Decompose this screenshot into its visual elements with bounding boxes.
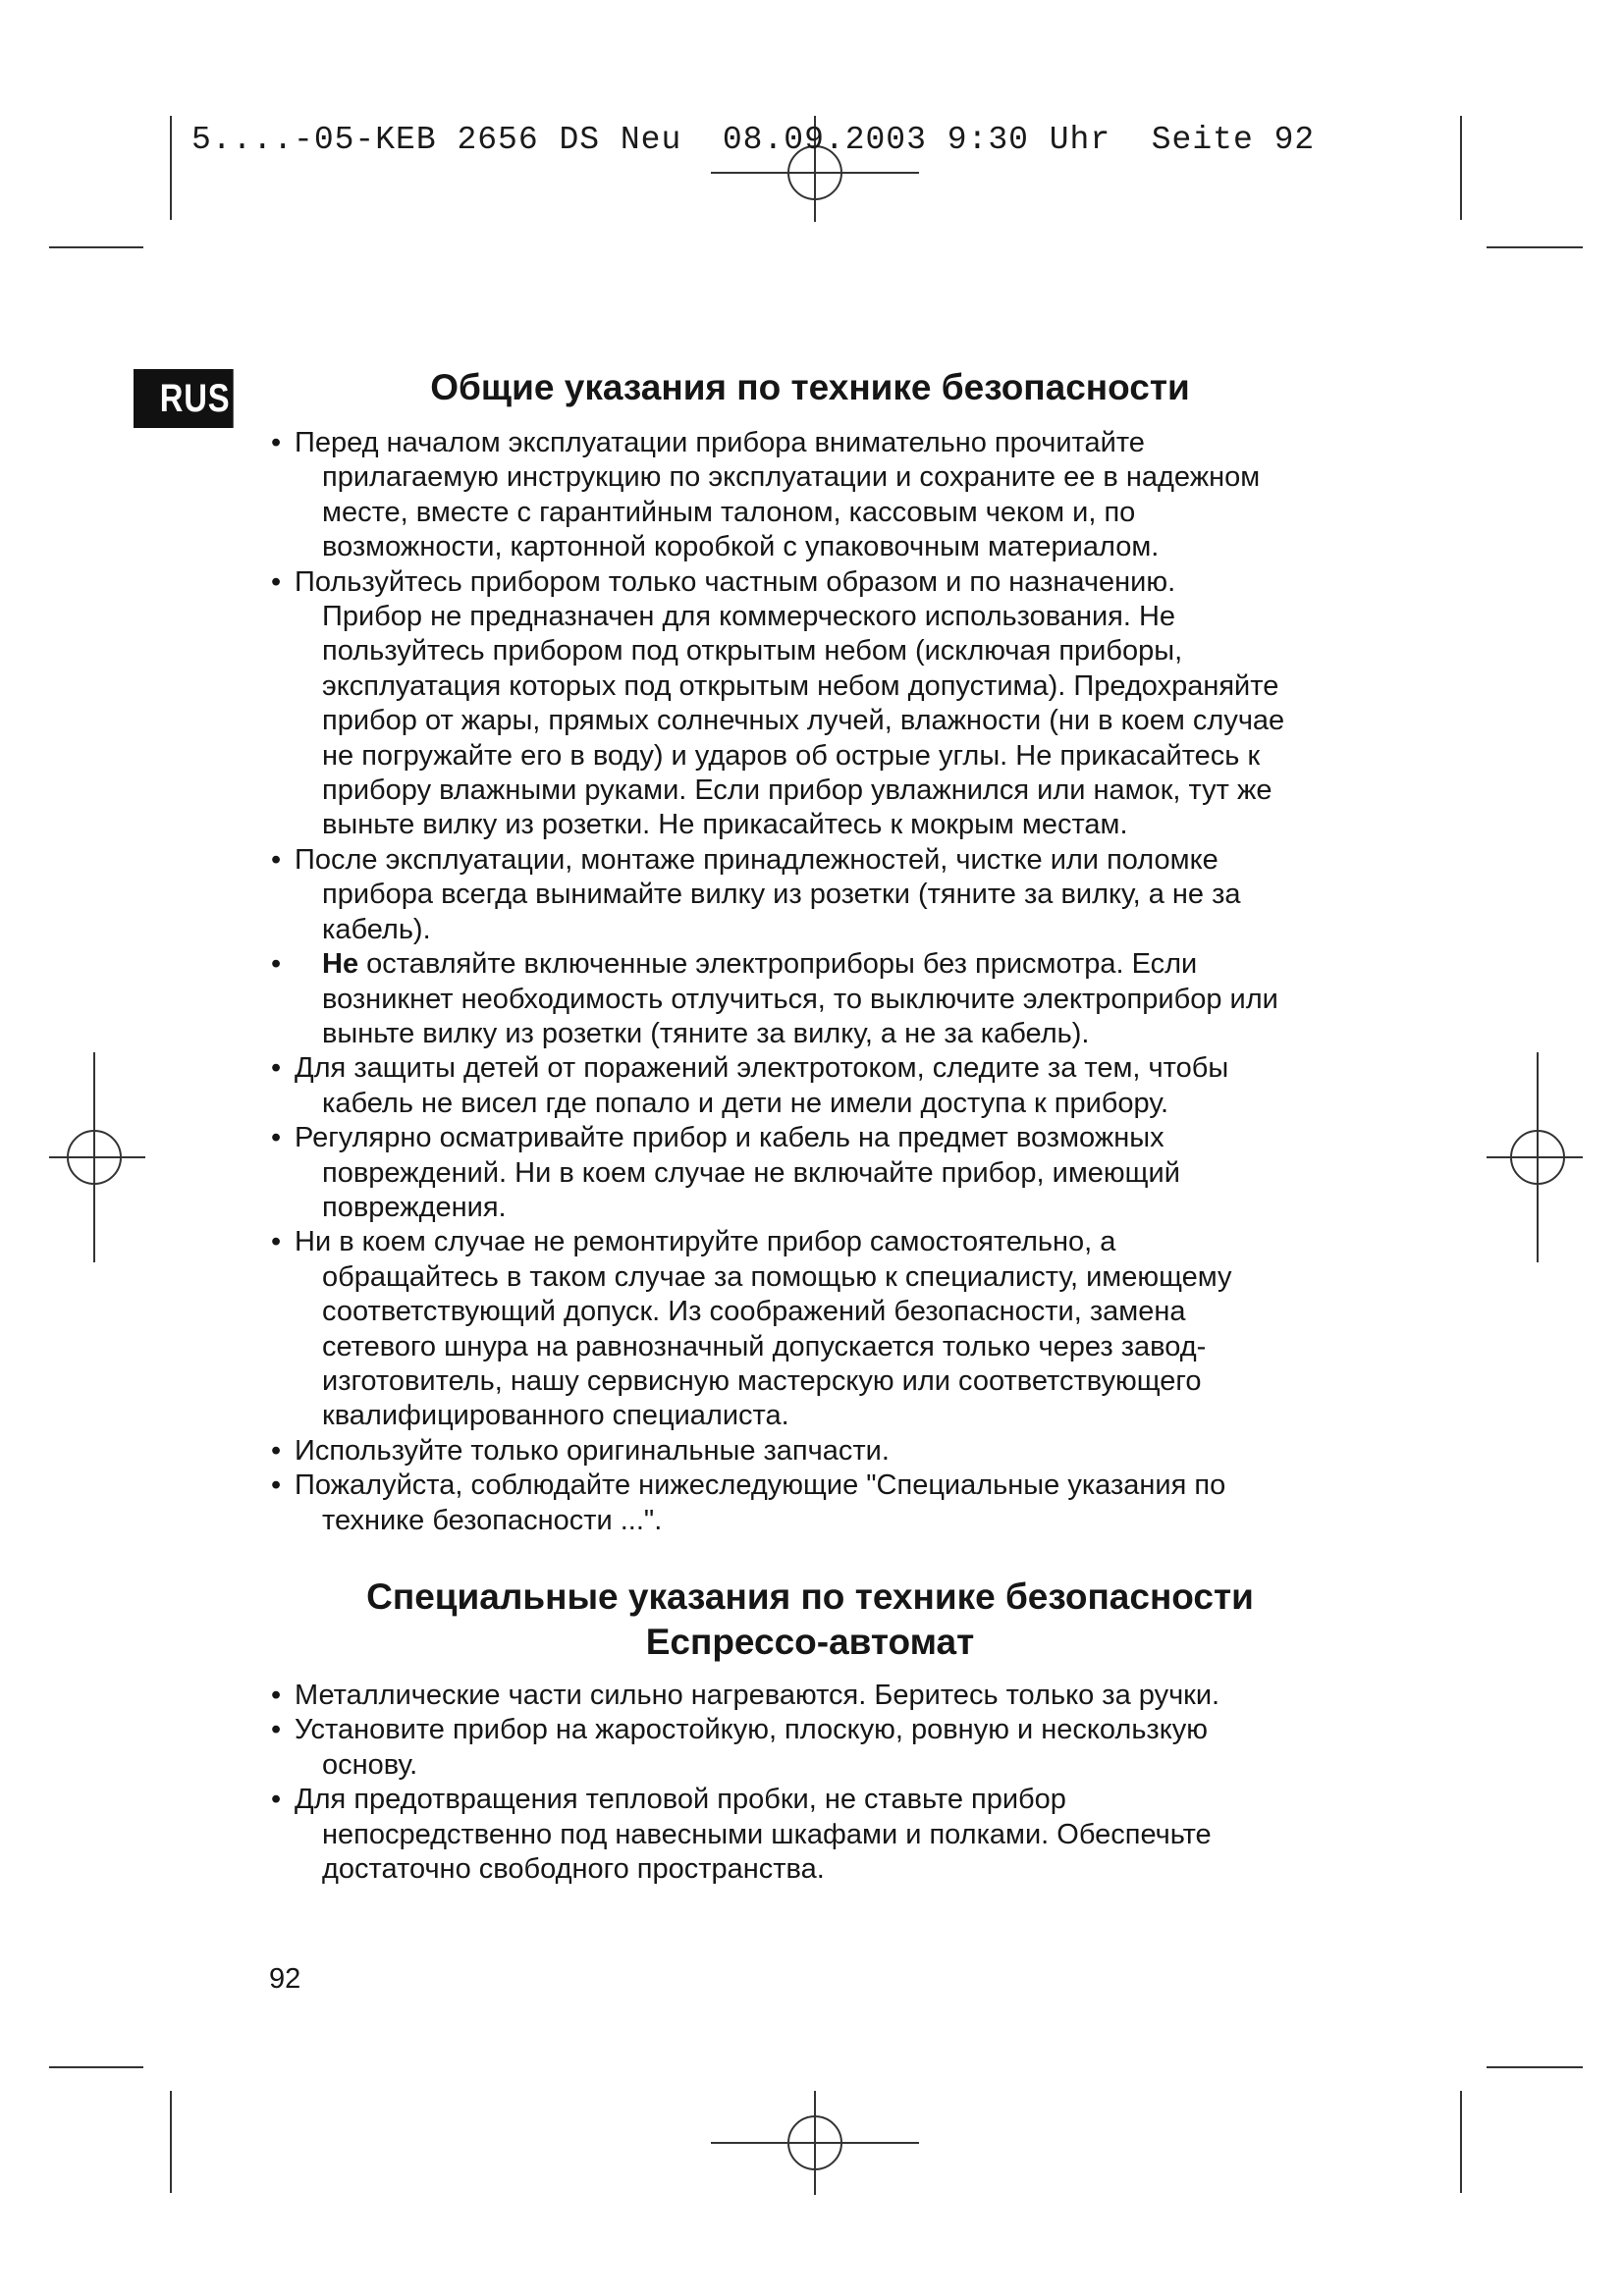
list-item [265, 1468, 1370, 1538]
item-line: не погружайте его в воду) и ударов об острые углы. Не прикасайтесь к [322, 739, 1261, 772]
item-line: повреждений. Ни в коем случае не включайте прибор, имеющий [322, 1156, 1180, 1189]
bullet-icon: • [271, 843, 282, 876]
bullet-icon: • [271, 1226, 282, 1258]
item-first-line: Ни в коем случае не ремонтируйте прибор самостоятельно, а [295, 1226, 1116, 1258]
list-item [265, 1679, 1370, 1713]
list-item [265, 1225, 1370, 1433]
item-line: прибор от жары, прямых солнечных лучей, влажности (ни в коем случае [322, 705, 1285, 737]
item-line: кабель). [322, 913, 431, 945]
item-line: выньте вилку из розетки. Не прикасайтесь к мокрым местам. [322, 809, 1128, 841]
page-number: 92 [269, 1963, 301, 1995]
item-first-line: Для предотвращения тепловой пробки, не ставьте прибор [295, 1784, 1066, 1816]
item-line: повреждения. [322, 1191, 507, 1223]
print-slugline: 5....-05-KEB 2656 DS Neu 08.09.2003 9:30 Uhr Seite 92 [191, 122, 1316, 158]
bullet-icon: • [271, 565, 282, 598]
section-title-line: Специальные указания по технике безопасности [366, 1576, 1254, 1617]
item-line: соответствующий допуск. Из соображений безопасности, замена [322, 1296, 1186, 1328]
general-safety-list [265, 426, 1370, 1538]
item-line: достаточно свободного пространства. [322, 1853, 825, 1886]
item-line: Прибор не предназначен для коммерческого использования. Не [322, 601, 1176, 633]
bullet-icon: • [271, 1434, 282, 1467]
section-title-general-safety: Общие указания по технике безопасности [430, 367, 1190, 407]
item-first-line: Установите прибор на жаростойкую, плоскую, ровную и нескользкую [295, 1714, 1208, 1746]
registration-mark-bottom [711, 2091, 919, 2195]
bullet-icon: • [271, 427, 282, 458]
item-line: основу. [322, 1748, 418, 1781]
special-safety-list [265, 1679, 1370, 1887]
item-line: кабель не висел где попало и дети не имели доступа к прибору. [322, 1087, 1168, 1119]
item-line: изготовитель, нашу сервисную мастерскую или соответствующего [322, 1364, 1202, 1397]
list-item [265, 1713, 1370, 1783]
item-line: месте, вместе с гарантийным талоном, кассовым чеком и, по [322, 496, 1136, 528]
bullet-icon: • [271, 1052, 282, 1085]
item-first-line: Перед началом эксплуатации прибора внимательно прочитайте [295, 427, 1145, 458]
list-item [265, 1051, 1370, 1121]
bullet-icon: • [271, 1469, 282, 1502]
item-line: прибора всегда вынимайте вилку из розетки (тяните за вилку, а не за [322, 879, 1241, 911]
item-line: квалифицированного специалиста. [322, 1400, 789, 1432]
bullet-icon: • [271, 948, 282, 981]
list-item [265, 426, 1370, 565]
item-first-line: Пользуйтесь прибором только частным образом и по назначению. [295, 565, 1176, 598]
language-tab: RUS [134, 369, 234, 428]
item-line: прилагаемую инструкцию по эксплуатации и сохраните ее в надежном [322, 461, 1261, 494]
item-first-line: Для защиты детей от поражений электротоком, следите за тем, чтобы [295, 1052, 1229, 1085]
item-line: возможности, картонной коробкой с упаковочным материалом. [322, 531, 1160, 563]
item-line: обращайтесь в таком случае за помощью к специалисту, имеющему [322, 1260, 1232, 1293]
item-line: выньте вилку из розетки (тяните за вилку, а не за кабель). [322, 1017, 1090, 1049]
list-item [265, 843, 1370, 947]
list-item [265, 947, 1370, 1051]
section-subtitle: Еспрессо-автомат [645, 1622, 975, 1662]
item-line: возникнет необходимость отлучиться, то выключите электроприбор или [322, 983, 1278, 1015]
item-line: прибору влажными руками. Если прибор увлажнился или намок, тут же [322, 774, 1272, 807]
bullet-icon: • [271, 1122, 282, 1154]
list-item [265, 565, 1370, 843]
item-line: непосредственно под навесными шкафами и полками. Обеспечьте [322, 1818, 1212, 1850]
item-first-line: оставляйте включенные электроприборы без присмотра. Если [358, 948, 1198, 981]
emphasis-word: Не [322, 948, 359, 981]
item-line: сетевого шнура на равнозначный допускается только через завод- [322, 1330, 1207, 1362]
item-first-line: После эксплуатации, монтаже принадлежностей, чистке или поломке [295, 843, 1218, 876]
bullet-icon: • [271, 1680, 282, 1711]
item-line: эксплуатация которых под открытым небом допустима). Предохраняйте [322, 669, 1279, 702]
item-first-line: Регулярно осматривайте прибор и кабель на предмет возможных [295, 1122, 1164, 1154]
item-line: пользуйтесь прибором под открытым небом (исключая приборы, [322, 635, 1183, 667]
section-title-special-safety [255, 1575, 1365, 1665]
list-item [265, 1121, 1370, 1225]
bullet-icon: • [271, 1784, 282, 1816]
item-first-line: Пожалуйста, соблюдайте нижеследующие "Специальные указания по [295, 1469, 1226, 1502]
registration-mark-left [49, 1052, 145, 1262]
item-line: технике безопасности ...". [322, 1504, 663, 1536]
list-item [265, 1434, 1370, 1468]
bullet-icon: • [271, 1714, 282, 1746]
item-first-line: Металлические части сильно нагреваются. Беритесь только за ручки. [295, 1680, 1220, 1711]
item-first-line: Используйте только оригинальные запчасти. [295, 1434, 890, 1467]
registration-mark-right [1487, 1052, 1583, 1262]
list-item [265, 1783, 1370, 1887]
